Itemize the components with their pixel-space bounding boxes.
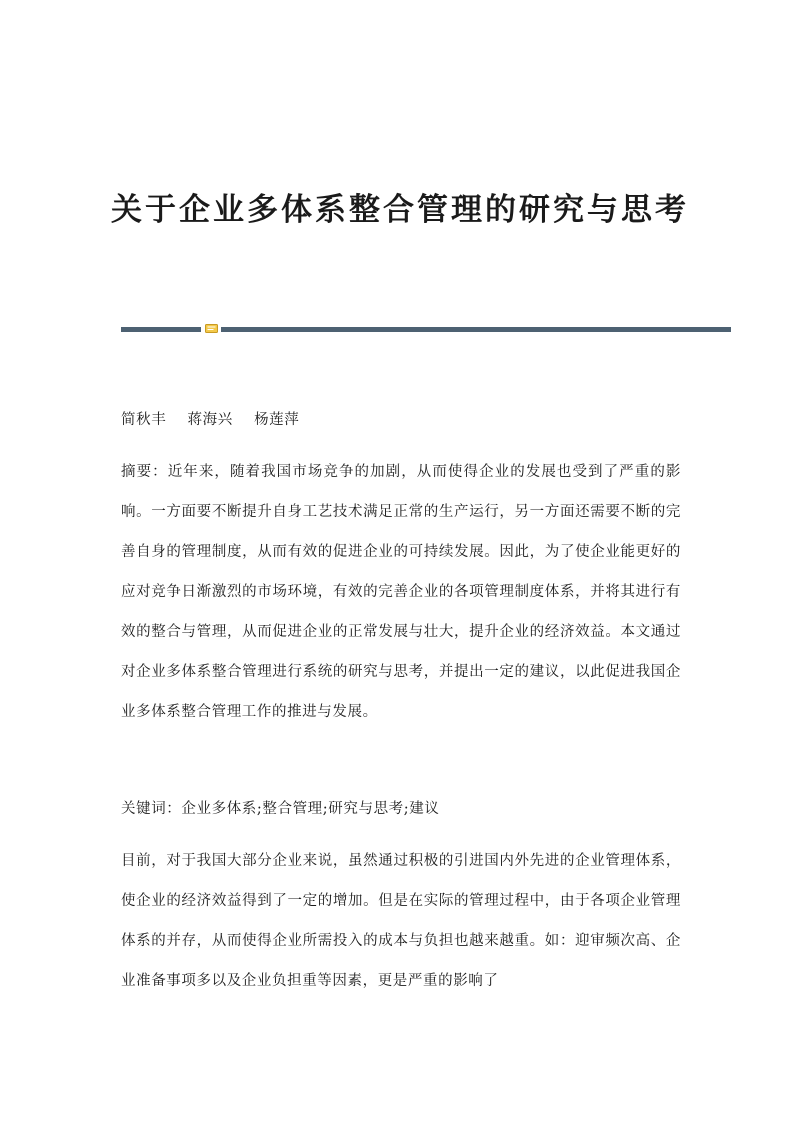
pencil-icon [205,323,218,334]
body-paragraph: 目前，对于我国大部分企业来说，虽然通过积极的引进国内外先进的企业管理体系，使企业的经济效益得到了一定的增加。但是在实际的管理过程中，由于各项企业管理体系的并存，从而使得企业所需投入的成本与负担也越来越重。如：迎审频次高、企业准备事项多以及企业负担重等因素，更是严重的影响了 [121,853,681,989]
author-name: 杨莲萍 [254,412,300,428]
author-name: 简秋丰 [121,412,167,428]
abstract-paragraph: 摘要：近年来，随着我国市场竞争的加剧，从而使得企业的发展也受到了严重的影响。一方面要不断提升自身工艺技术满足正常的生产运行，另一方面还需要不断的完善自身的管理制度，从而有效的促进企业的可持续发展。因此，为了使企业能更好的应对竞争日渐激烈的市场环境，有效的完善企业的各项管理制度体系，并将其进行有效的整合与管理，从而促进企业的正常发展与壮大，提升企业的经济效益。本文通过对企业多体系整合管理进行系统的研究与思考，并提出一定的建议，以此促进我国企业多体系整合管理工作的推进与发展。 [121,464,681,720]
title-divider-right [221,327,731,332]
keywords-line: 关键词：企业多体系;整合管理;研究与思考;建议 [121,801,440,817]
author-name: 蒋海兴 [187,412,233,428]
author-list [121,400,681,440]
page-title: 关于企业多体系整合管理的研究与思考 [111,192,689,228]
title-divider-left [121,327,201,332]
